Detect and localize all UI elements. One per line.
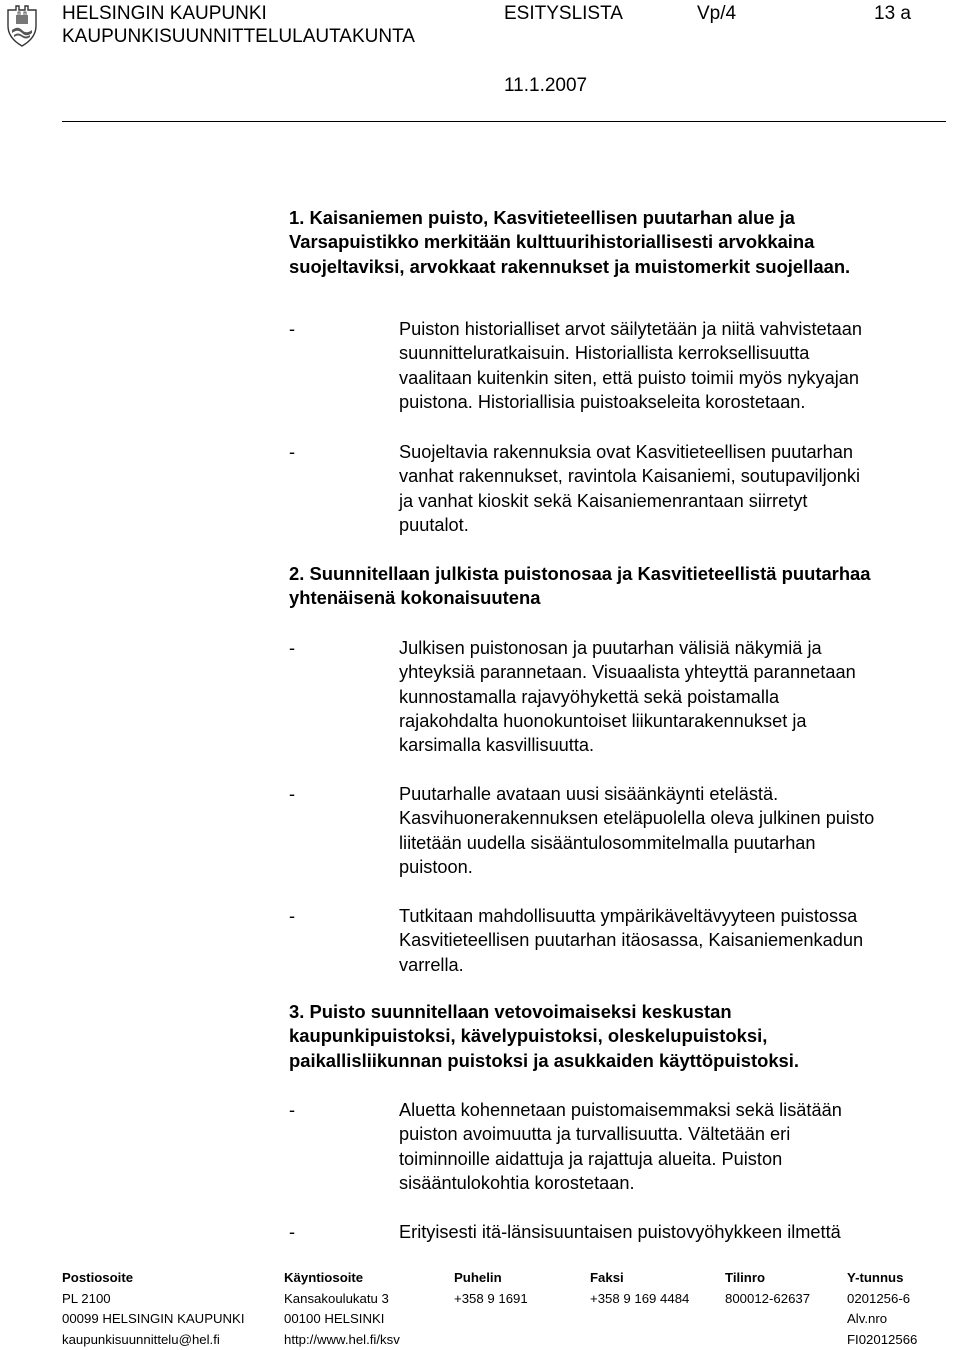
- footer-website-link[interactable]: http://www.hel.fi/ksv: [284, 1330, 400, 1350]
- bullet-dash: -: [289, 904, 295, 928]
- footer-account-number: [725, 1268, 810, 1309]
- footer-value: 00099 HELSINGIN KAUPUNKI: [62, 1309, 245, 1330]
- item-line: Puiston historialliset arvot säilytetään ja niitä vahvistetaan: [399, 317, 949, 341]
- item-line: vanhat rakennukset, ravintola Kaisaniemi, soutupaviljonki: [399, 464, 949, 488]
- page-number: 13 a: [874, 2, 911, 26]
- heading-line: yhtenäisenä kokonaisuutena: [289, 586, 939, 610]
- footer-visiting-address: [284, 1268, 400, 1350]
- footer-value: PL 2100: [62, 1289, 245, 1310]
- item-line: puutalot.: [399, 513, 949, 537]
- footer-label: Postiosoite: [62, 1268, 245, 1289]
- bullet-dash: -: [289, 440, 295, 464]
- item-line: suunnitteluratkaisuin. Historiallista kerroksellisuutta: [399, 341, 949, 365]
- item-line: liitetään uudella sisääntulosommitelmalla puutarhan: [399, 831, 949, 855]
- heading-line: kaupunkipuistoksi, kävelypuistoksi, oleskelupuistoksi,: [289, 1024, 939, 1048]
- footer-value: 800012-62637: [725, 1289, 810, 1310]
- footer-label: Y-tunnus: [847, 1268, 917, 1289]
- item-line: Aluetta kohennetaan puistomaisemmaksi sekä lisätään: [399, 1098, 949, 1122]
- list-item: [289, 636, 949, 757]
- heading-line: 1. Kaisaniemen puisto, Kasvitieteellisen puutarhan alue ja: [289, 206, 939, 230]
- footer-value: Alv.nro: [847, 1309, 917, 1330]
- document-type: ESITYSLISTA: [504, 2, 623, 26]
- footer-value: 00100 HELSINKI: [284, 1309, 400, 1330]
- item-line: kunnostamalla rajavyöhykettä sekä poistamalla: [399, 685, 949, 709]
- footer-value: 0201256-6: [847, 1289, 917, 1310]
- bullet-dash: -: [289, 782, 295, 806]
- footer-label: Faksi: [590, 1268, 689, 1289]
- list-item: [289, 1098, 949, 1195]
- item-line: puiston avoimuutta ja turvallisuutta. Vältetään eri: [399, 1122, 949, 1146]
- footer-phone: [454, 1268, 528, 1309]
- meeting-date: 11.1.2007: [504, 74, 587, 98]
- item-line: Tutkitaan mahdollisuutta ympärikäveltävyyteen puistossa: [399, 904, 949, 928]
- item-line: Kasvihuonerakennuksen eteläpuolella oleva julkinen puisto: [399, 806, 949, 830]
- bullet-dash: -: [289, 1220, 295, 1244]
- list-item: [289, 1220, 949, 1244]
- item-line: Julkisen puistonosan ja puutarhan välisiä näkymiä ja: [399, 636, 949, 660]
- item-line: puistoon.: [399, 855, 949, 879]
- item-line: ja vanhat kioskit sekä Kaisaniemenrantaan siirretyt: [399, 489, 949, 513]
- footer-value: Kansakoulukatu 3: [284, 1289, 400, 1310]
- item-line: Puutarhalle avataan uusi sisäänkäynti etelästä.: [399, 782, 949, 806]
- committee-name: KAUPUNKISUUNNITTELULAUTAKUNTA: [62, 25, 415, 49]
- footer-value: +358 9 1691: [454, 1289, 528, 1310]
- item-line: sisääntulokohtia korostetaan.: [399, 1171, 949, 1195]
- footer-business-id: [847, 1268, 917, 1350]
- footer-value: FI02012566: [847, 1330, 917, 1350]
- section-number: Vp/4: [697, 2, 736, 26]
- item-line: rajakohdalta huonokuntoiset liikuntarakennukset ja: [399, 709, 949, 733]
- header-divider: [62, 121, 946, 122]
- footer-postal-address: [62, 1268, 245, 1350]
- bullet-dash: -: [289, 317, 295, 341]
- footer-value: +358 9 169 4484: [590, 1289, 689, 1310]
- item-line: toiminnoille aidattuja ja rajattuja alueita. Puiston: [399, 1147, 949, 1171]
- footer-label: Puhelin: [454, 1268, 528, 1289]
- footer-label: Tilinro: [725, 1268, 810, 1289]
- list-item: [289, 782, 949, 879]
- list-item: [289, 904, 949, 977]
- heading-line: 2. Suunnitellaan julkista puistonosaa ja Kasvitieteellistä puutarhaa: [289, 562, 939, 586]
- item-line: Suojeltavia rakennuksia ovat Kasvitieteellisen puutarhan: [399, 440, 949, 464]
- item-line: puistona. Historiallisia puistoakseleita korostetaan.: [399, 390, 949, 414]
- footer-email[interactable]: kaupunkisuunnittelu@hel.fi: [62, 1330, 245, 1350]
- list-item: [289, 440, 949, 537]
- helsinki-crest-icon: [2, 2, 42, 48]
- heading-line: Varsapuistikko merkitään kulttuurihistoriallisesti arvokkaina: [289, 230, 939, 254]
- bullet-dash: -: [289, 636, 295, 660]
- item-line: varrella.: [399, 953, 949, 977]
- item-line: yhteyksiä parannetaan. Visuaalista yhteyttä parannetaan: [399, 660, 949, 684]
- heading-line: 3. Puisto suunnitellaan vetovoimaiseksi keskustan: [289, 1000, 939, 1024]
- bullet-dash: -: [289, 1098, 295, 1122]
- section-2-heading: [289, 562, 939, 611]
- section-3-heading: [289, 1000, 939, 1073]
- item-line: vaalitaan kuitenkin siten, että puisto toimii myös nykyajan: [399, 366, 949, 390]
- item-line: Erityisesti itä-länsisuuntaisen puistovyöhykkeen ilmettä: [399, 1220, 949, 1244]
- item-line: karsimalla kasvillisuutta.: [399, 733, 949, 757]
- item-line: Kasvitieteellisen puutarhan itäosassa, Kaisaniemenkadun: [399, 928, 949, 952]
- heading-line: suojeltaviksi, arvokkaat rakennukset ja muistomerkit suojellaan.: [289, 255, 939, 279]
- section-1-heading: [289, 206, 939, 279]
- footer-fax: [590, 1268, 689, 1309]
- footer-label: Käyntiosoite: [284, 1268, 400, 1289]
- heading-line: paikallisliikunnan puistoksi ja asukkaiden käyttöpuistoksi.: [289, 1049, 939, 1073]
- list-item: [289, 317, 949, 414]
- org-name: HELSINGIN KAUPUNKI: [62, 2, 267, 26]
- page-footer: [0, 1268, 960, 1339]
